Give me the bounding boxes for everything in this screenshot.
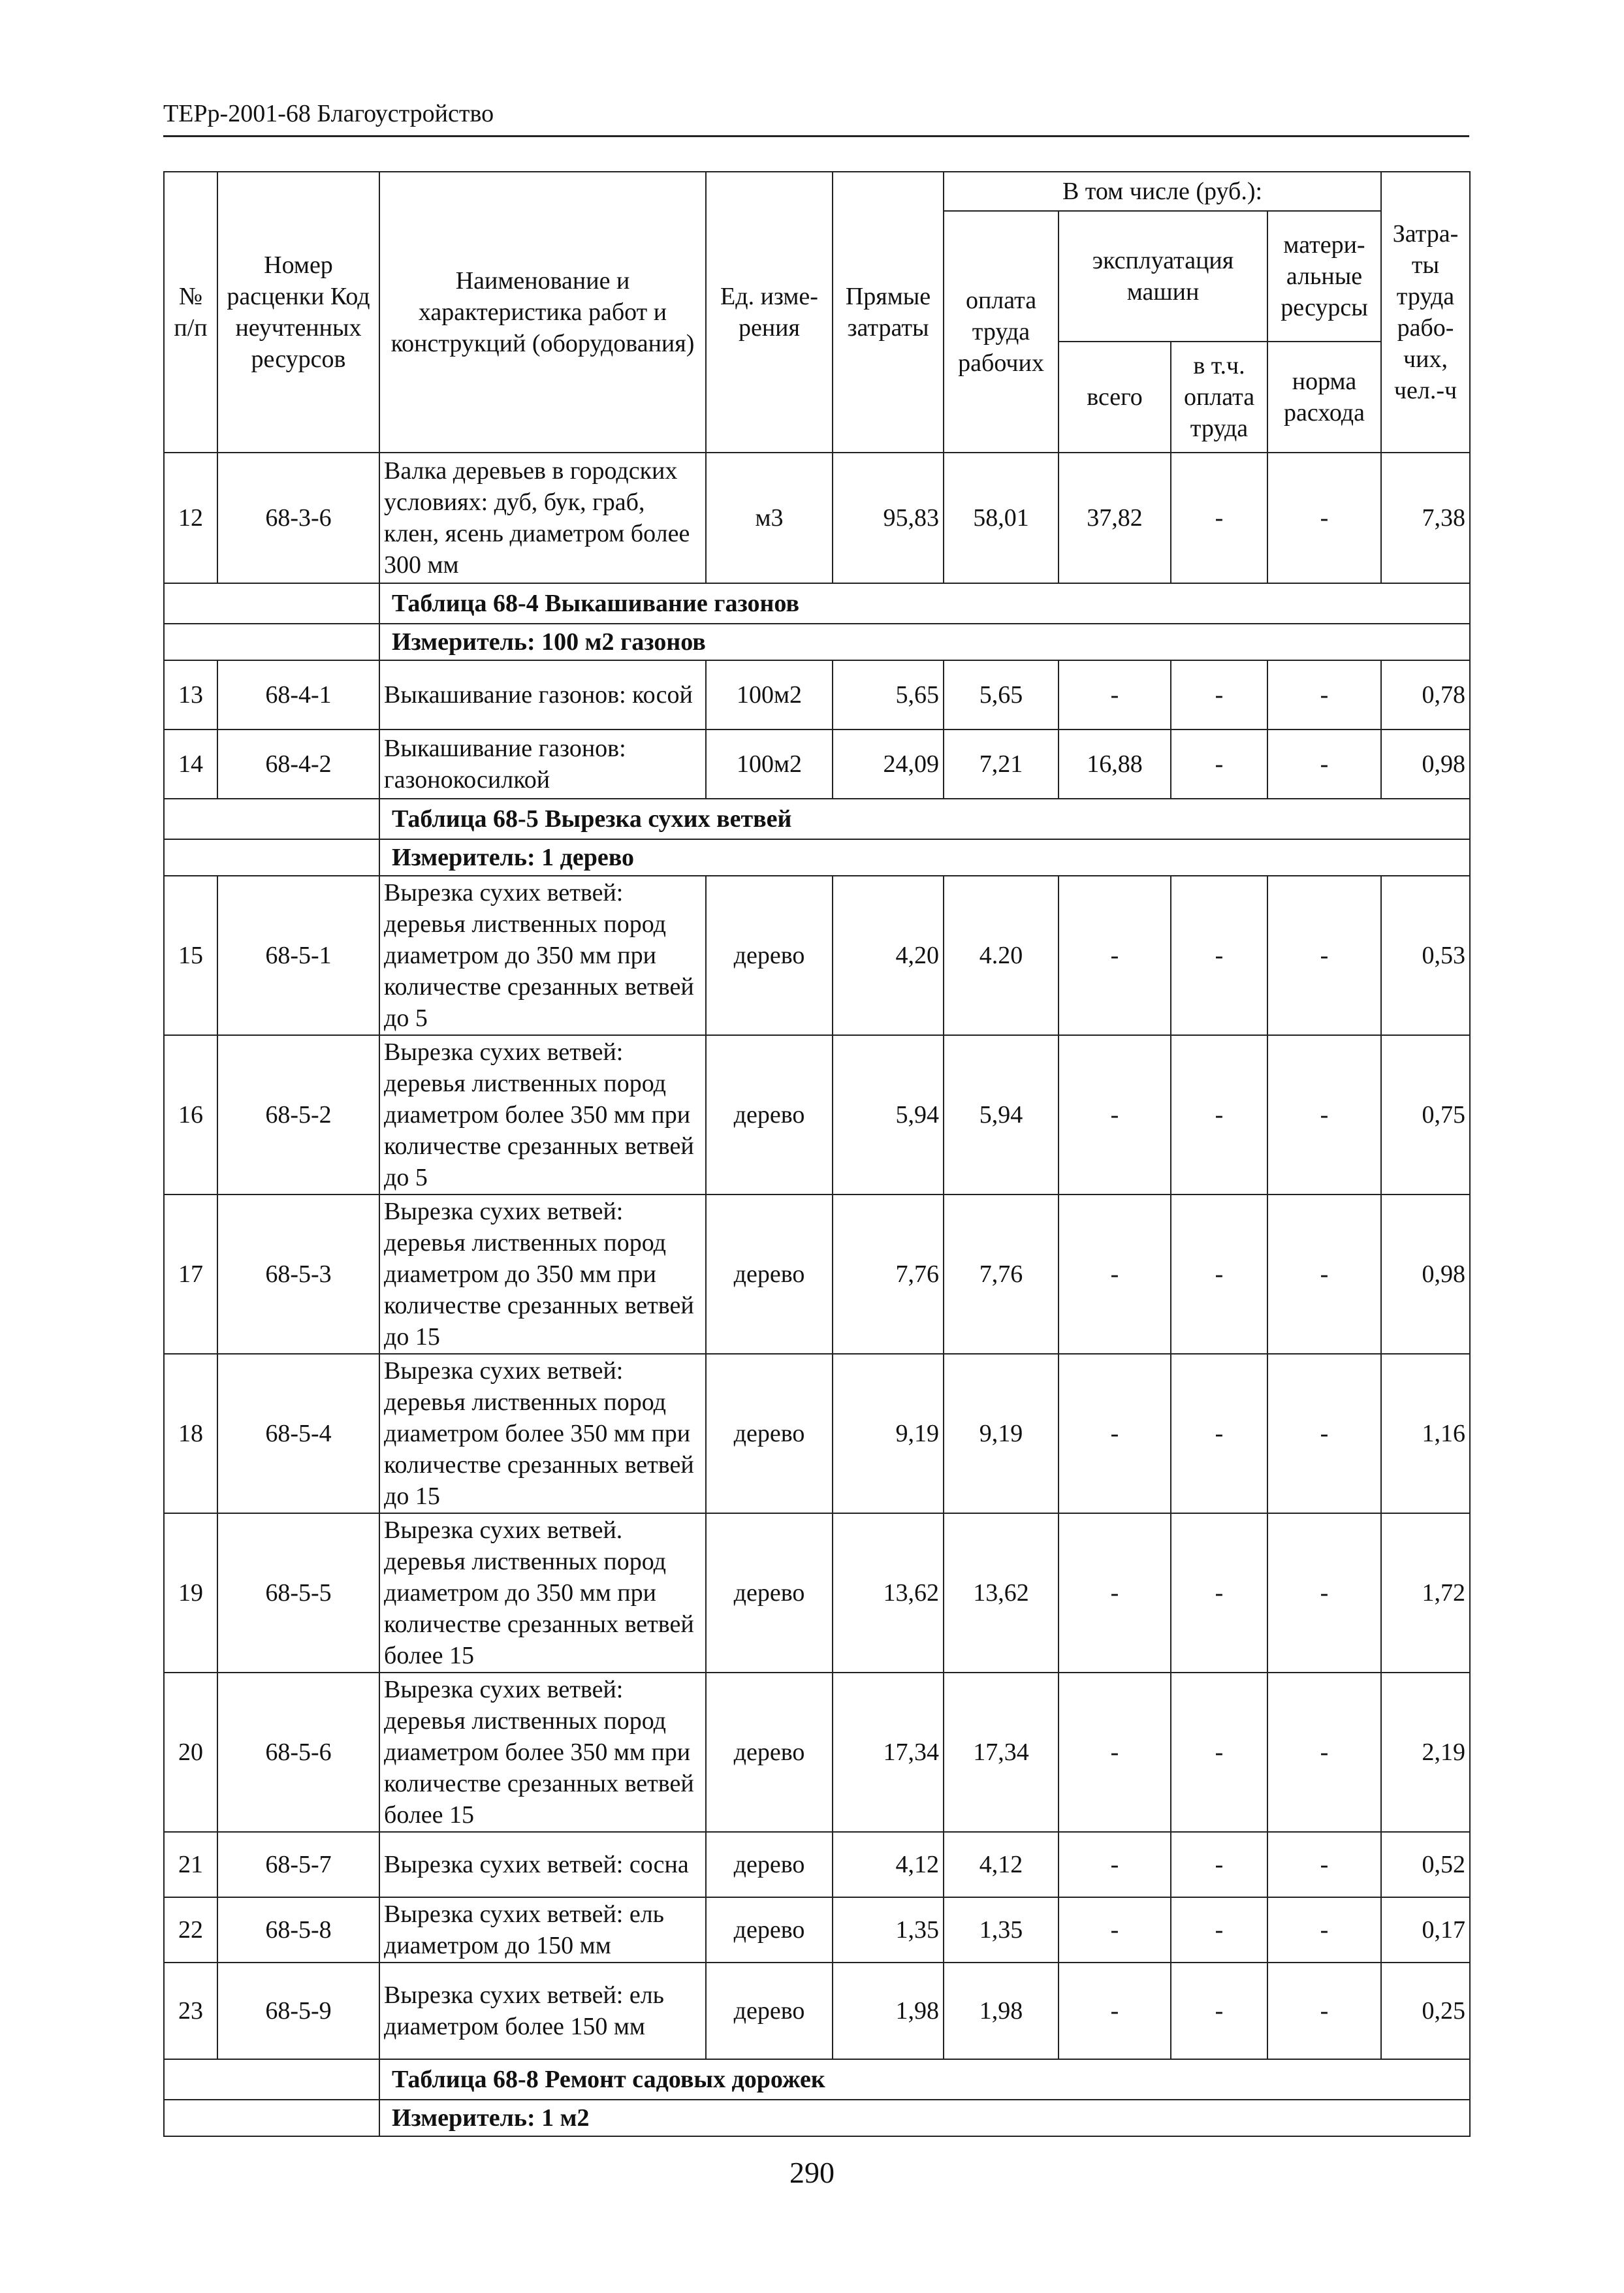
- row-number: 22: [164, 1897, 217, 1963]
- row-unit: 100м2: [706, 730, 833, 799]
- row-machines-total: -: [1059, 1513, 1171, 1673]
- row-materials: -: [1267, 453, 1381, 583]
- row-direct: 24,09: [833, 730, 944, 799]
- row-labor-pay: 5,65: [944, 660, 1059, 730]
- row-machines-labor: -: [1171, 660, 1267, 730]
- col-header-group: В том числе (руб.):: [944, 172, 1381, 211]
- section-title: Таблица 68-5 Вырезка сухих ветвей: [379, 799, 1470, 839]
- row-unit: дерево: [706, 1897, 833, 1963]
- row-number: 15: [164, 876, 217, 1035]
- col-header-code: Номер расценки Код неучтенных ресурсов: [217, 172, 379, 453]
- row-labor-hours: 1,72: [1381, 1513, 1470, 1673]
- row-direct: 1,98: [833, 1963, 944, 2059]
- row-number: 19: [164, 1513, 217, 1673]
- row-labor-pay: 5,94: [944, 1035, 1059, 1195]
- row-code: 68-5-6: [217, 1673, 379, 1832]
- row-machines-total: -: [1059, 1195, 1171, 1354]
- row-labor-hours: 0,53: [1381, 876, 1470, 1035]
- row-unit: 100м2: [706, 660, 833, 730]
- row-materials: -: [1267, 1832, 1381, 1897]
- page-header-title: ТЕРр-2001-68 Благоустройство: [163, 100, 494, 127]
- row-labor-pay: 1,35: [944, 1897, 1059, 1963]
- row-unit: дерево: [706, 1673, 833, 1832]
- row-unit: дерево: [706, 1963, 833, 2059]
- row-labor-hours: 0,75: [1381, 1035, 1470, 1195]
- col-header-machines: эксплуатация машин: [1059, 211, 1267, 342]
- row-materials: -: [1267, 876, 1381, 1035]
- row-materials: -: [1267, 1354, 1381, 1513]
- row-code: 68-5-3: [217, 1195, 379, 1354]
- measure-row: [164, 624, 1470, 660]
- col-header-materials: матери-альные ресурсы: [1267, 211, 1381, 342]
- row-labor-hours: 0,78: [1381, 660, 1470, 730]
- section-measure: Измеритель: 1 м2: [379, 2100, 1470, 2136]
- row-number: 12: [164, 453, 217, 583]
- row-labor-pay: 13,62: [944, 1513, 1059, 1673]
- page-number: 290: [789, 2156, 835, 2189]
- row-labor-hours: 0,17: [1381, 1897, 1470, 1963]
- row-machines-labor: -: [1171, 730, 1267, 799]
- table-row: [164, 1963, 1470, 2059]
- row-materials: -: [1267, 1963, 1381, 2059]
- table-row: [164, 876, 1470, 1035]
- col-header-machines-total: всего: [1059, 342, 1171, 453]
- row-unit: дерево: [706, 1035, 833, 1195]
- row-machines-labor: -: [1171, 1963, 1267, 2059]
- row-name: Вырезка сухих ветвей: сосна: [379, 1832, 706, 1897]
- col-header-number: № п/п: [164, 172, 217, 453]
- row-machines-labor: -: [1171, 876, 1267, 1035]
- row-name: Вырезка сухих ветвей: деревья лиственных пород диаметром более 350 мм при количестве срезанных ветвей до 15: [379, 1354, 706, 1513]
- table-row: [164, 1832, 1470, 1897]
- row-number: 18: [164, 1354, 217, 1513]
- row-materials: -: [1267, 730, 1381, 799]
- table-row: [164, 1673, 1470, 1832]
- row-machines-labor: -: [1171, 1035, 1267, 1195]
- row-materials: -: [1267, 1673, 1381, 1832]
- table-row: [164, 1035, 1470, 1195]
- row-labor-pay: 4.20: [944, 876, 1059, 1035]
- row-labor-hours: 0,98: [1381, 1195, 1470, 1354]
- row-machines-labor: -: [1171, 1354, 1267, 1513]
- row-unit: м3: [706, 453, 833, 583]
- row-direct: 95,83: [833, 453, 944, 583]
- row-direct: 5,94: [833, 1035, 944, 1195]
- row-materials: -: [1267, 660, 1381, 730]
- row-number: 14: [164, 730, 217, 799]
- row-name: Вырезка сухих ветвей: деревья лиственных пород диаметром до 350 мм при количестве срезанных ветвей до 5: [379, 876, 706, 1035]
- row-unit: дерево: [706, 1832, 833, 1897]
- row-machines-total: -: [1059, 1832, 1171, 1897]
- row-labor-pay: 1,98: [944, 1963, 1059, 2059]
- table-row: [164, 1354, 1470, 1513]
- row-machines-labor: -: [1171, 1513, 1267, 1673]
- section-title-row: [164, 583, 1470, 624]
- row-labor-hours: 0,52: [1381, 1832, 1470, 1897]
- section-title: Таблица 68-8 Ремонт садовых дорожек: [379, 2059, 1470, 2100]
- row-code: 68-3-6: [217, 453, 379, 583]
- row-direct: 4,12: [833, 1832, 944, 1897]
- table-row: [164, 453, 1470, 583]
- row-labor-pay: 9,19: [944, 1354, 1059, 1513]
- row-name: Выкашивание газонов: газонокосилкой: [379, 730, 706, 799]
- row-machines-total: -: [1059, 1354, 1171, 1513]
- row-direct: 9,19: [833, 1354, 944, 1513]
- row-machines-total: -: [1059, 1673, 1171, 1832]
- col-header-materials-norm: норма расхода: [1267, 342, 1381, 453]
- row-direct: 1,35: [833, 1897, 944, 1963]
- row-machines-total: -: [1059, 1897, 1171, 1963]
- table-row: [164, 1513, 1470, 1673]
- row-labor-hours: 0,25: [1381, 1963, 1470, 2059]
- row-labor-hours: 7,38: [1381, 453, 1470, 583]
- row-materials: -: [1267, 1897, 1381, 1963]
- row-name: Вырезка сухих ветвей. деревья лиственных пород диаметром до 350 мм при количестве срезанных ветвей более 15: [379, 1513, 706, 1673]
- col-header-unit: Ед. изме-рения: [706, 172, 833, 453]
- section-title: Таблица 68-4 Выкашивание газонов: [379, 583, 1470, 624]
- col-header-machines-labor: в т.ч. оплата труда: [1171, 342, 1267, 453]
- row-code: 68-4-1: [217, 660, 379, 730]
- table-row: [164, 730, 1470, 799]
- row-machines-total: -: [1059, 1963, 1171, 2059]
- row-direct: 7,76: [833, 1195, 944, 1354]
- row-unit: дерево: [706, 1354, 833, 1513]
- section-title-row: [164, 2059, 1470, 2100]
- col-header-labor-hours: Затра-ты труда рабо-чих, чел.-ч: [1381, 172, 1470, 453]
- table-row: [164, 1897, 1470, 1963]
- row-direct: 13,62: [833, 1513, 944, 1673]
- row-machines-total: 37,82: [1059, 453, 1171, 583]
- row-machines-total: -: [1059, 660, 1171, 730]
- row-materials: -: [1267, 1513, 1381, 1673]
- row-labor-hours: 1,16: [1381, 1354, 1470, 1513]
- row-name: Вырезка сухих ветвей: ель диаметром до 150 мм: [379, 1897, 706, 1963]
- row-code: 68-5-9: [217, 1963, 379, 2059]
- rates-table: [163, 171, 1471, 2137]
- row-unit: дерево: [706, 1513, 833, 1673]
- measure-row: [164, 2100, 1470, 2136]
- row-number: 16: [164, 1035, 217, 1195]
- row-machines-labor: -: [1171, 1195, 1267, 1354]
- row-code: 68-4-2: [217, 730, 379, 799]
- row-labor-hours: 0,98: [1381, 730, 1470, 799]
- row-direct: 17,34: [833, 1673, 944, 1832]
- row-direct: 4,20: [833, 876, 944, 1035]
- row-unit: дерево: [706, 1195, 833, 1354]
- row-machines-labor: -: [1171, 453, 1267, 583]
- row-labor-hours: 2,19: [1381, 1673, 1470, 1832]
- row-labor-pay: 17,34: [944, 1673, 1059, 1832]
- row-labor-pay: 4,12: [944, 1832, 1059, 1897]
- row-unit: дерево: [706, 876, 833, 1035]
- section-title-row: [164, 799, 1470, 839]
- row-direct: 5,65: [833, 660, 944, 730]
- section-measure: Измеритель: 1 дерево: [379, 839, 1470, 876]
- col-header-labor-pay: оплата труда рабочих: [944, 211, 1059, 453]
- row-number: 23: [164, 1963, 217, 2059]
- row-name: Вырезка сухих ветвей: деревья лиственных пород диаметром более 350 мм при количестве срезанных ветвей до 5: [379, 1035, 706, 1195]
- col-header-direct-costs: Прямые затраты: [833, 172, 944, 453]
- row-name: Выкашивание газонов: косой: [379, 660, 706, 730]
- row-code: 68-5-2: [217, 1035, 379, 1195]
- row-number: 21: [164, 1832, 217, 1897]
- row-machines-total: 16,88: [1059, 730, 1171, 799]
- table-row: [164, 660, 1470, 730]
- row-machines-labor: -: [1171, 1832, 1267, 1897]
- row-code: 68-5-8: [217, 1897, 379, 1963]
- row-machines-labor: -: [1171, 1897, 1267, 1963]
- row-number: 17: [164, 1195, 217, 1354]
- row-materials: -: [1267, 1195, 1381, 1354]
- section-measure: Измеритель: 100 м2 газонов: [379, 624, 1470, 660]
- row-code: 68-5-5: [217, 1513, 379, 1673]
- row-name: Вырезка сухих ветвей: деревья лиственных пород диаметром до 350 мм при количестве срезанных ветвей до 15: [379, 1195, 706, 1354]
- row-name: Вырезка сухих ветвей: ель диаметром более 150 мм: [379, 1963, 706, 2059]
- header-rule: [163, 135, 1469, 137]
- row-code: 68-5-7: [217, 1832, 379, 1897]
- row-machines-labor: -: [1171, 1673, 1267, 1832]
- col-header-name: Наименование и характеристика работ и конструкций (оборудования): [379, 172, 706, 453]
- row-machines-total: -: [1059, 876, 1171, 1035]
- row-labor-pay: 7,21: [944, 730, 1059, 799]
- table-row: [164, 1195, 1470, 1354]
- row-name: Вырезка сухих ветвей: деревья лиственных пород диаметром более 350 мм при количестве срезанных ветвей более 15: [379, 1673, 706, 1832]
- row-materials: -: [1267, 1035, 1381, 1195]
- row-code: 68-5-1: [217, 876, 379, 1035]
- row-number: 13: [164, 660, 217, 730]
- row-labor-pay: 7,76: [944, 1195, 1059, 1354]
- row-number: 20: [164, 1673, 217, 1832]
- row-code: 68-5-4: [217, 1354, 379, 1513]
- row-machines-total: -: [1059, 1035, 1171, 1195]
- row-name: Валка деревьев в городских условиях: дуб, бук, граб, клен, ясень диаметром более 300 мм: [379, 453, 706, 583]
- row-labor-pay: 58,01: [944, 453, 1059, 583]
- measure-row: [164, 839, 1470, 876]
